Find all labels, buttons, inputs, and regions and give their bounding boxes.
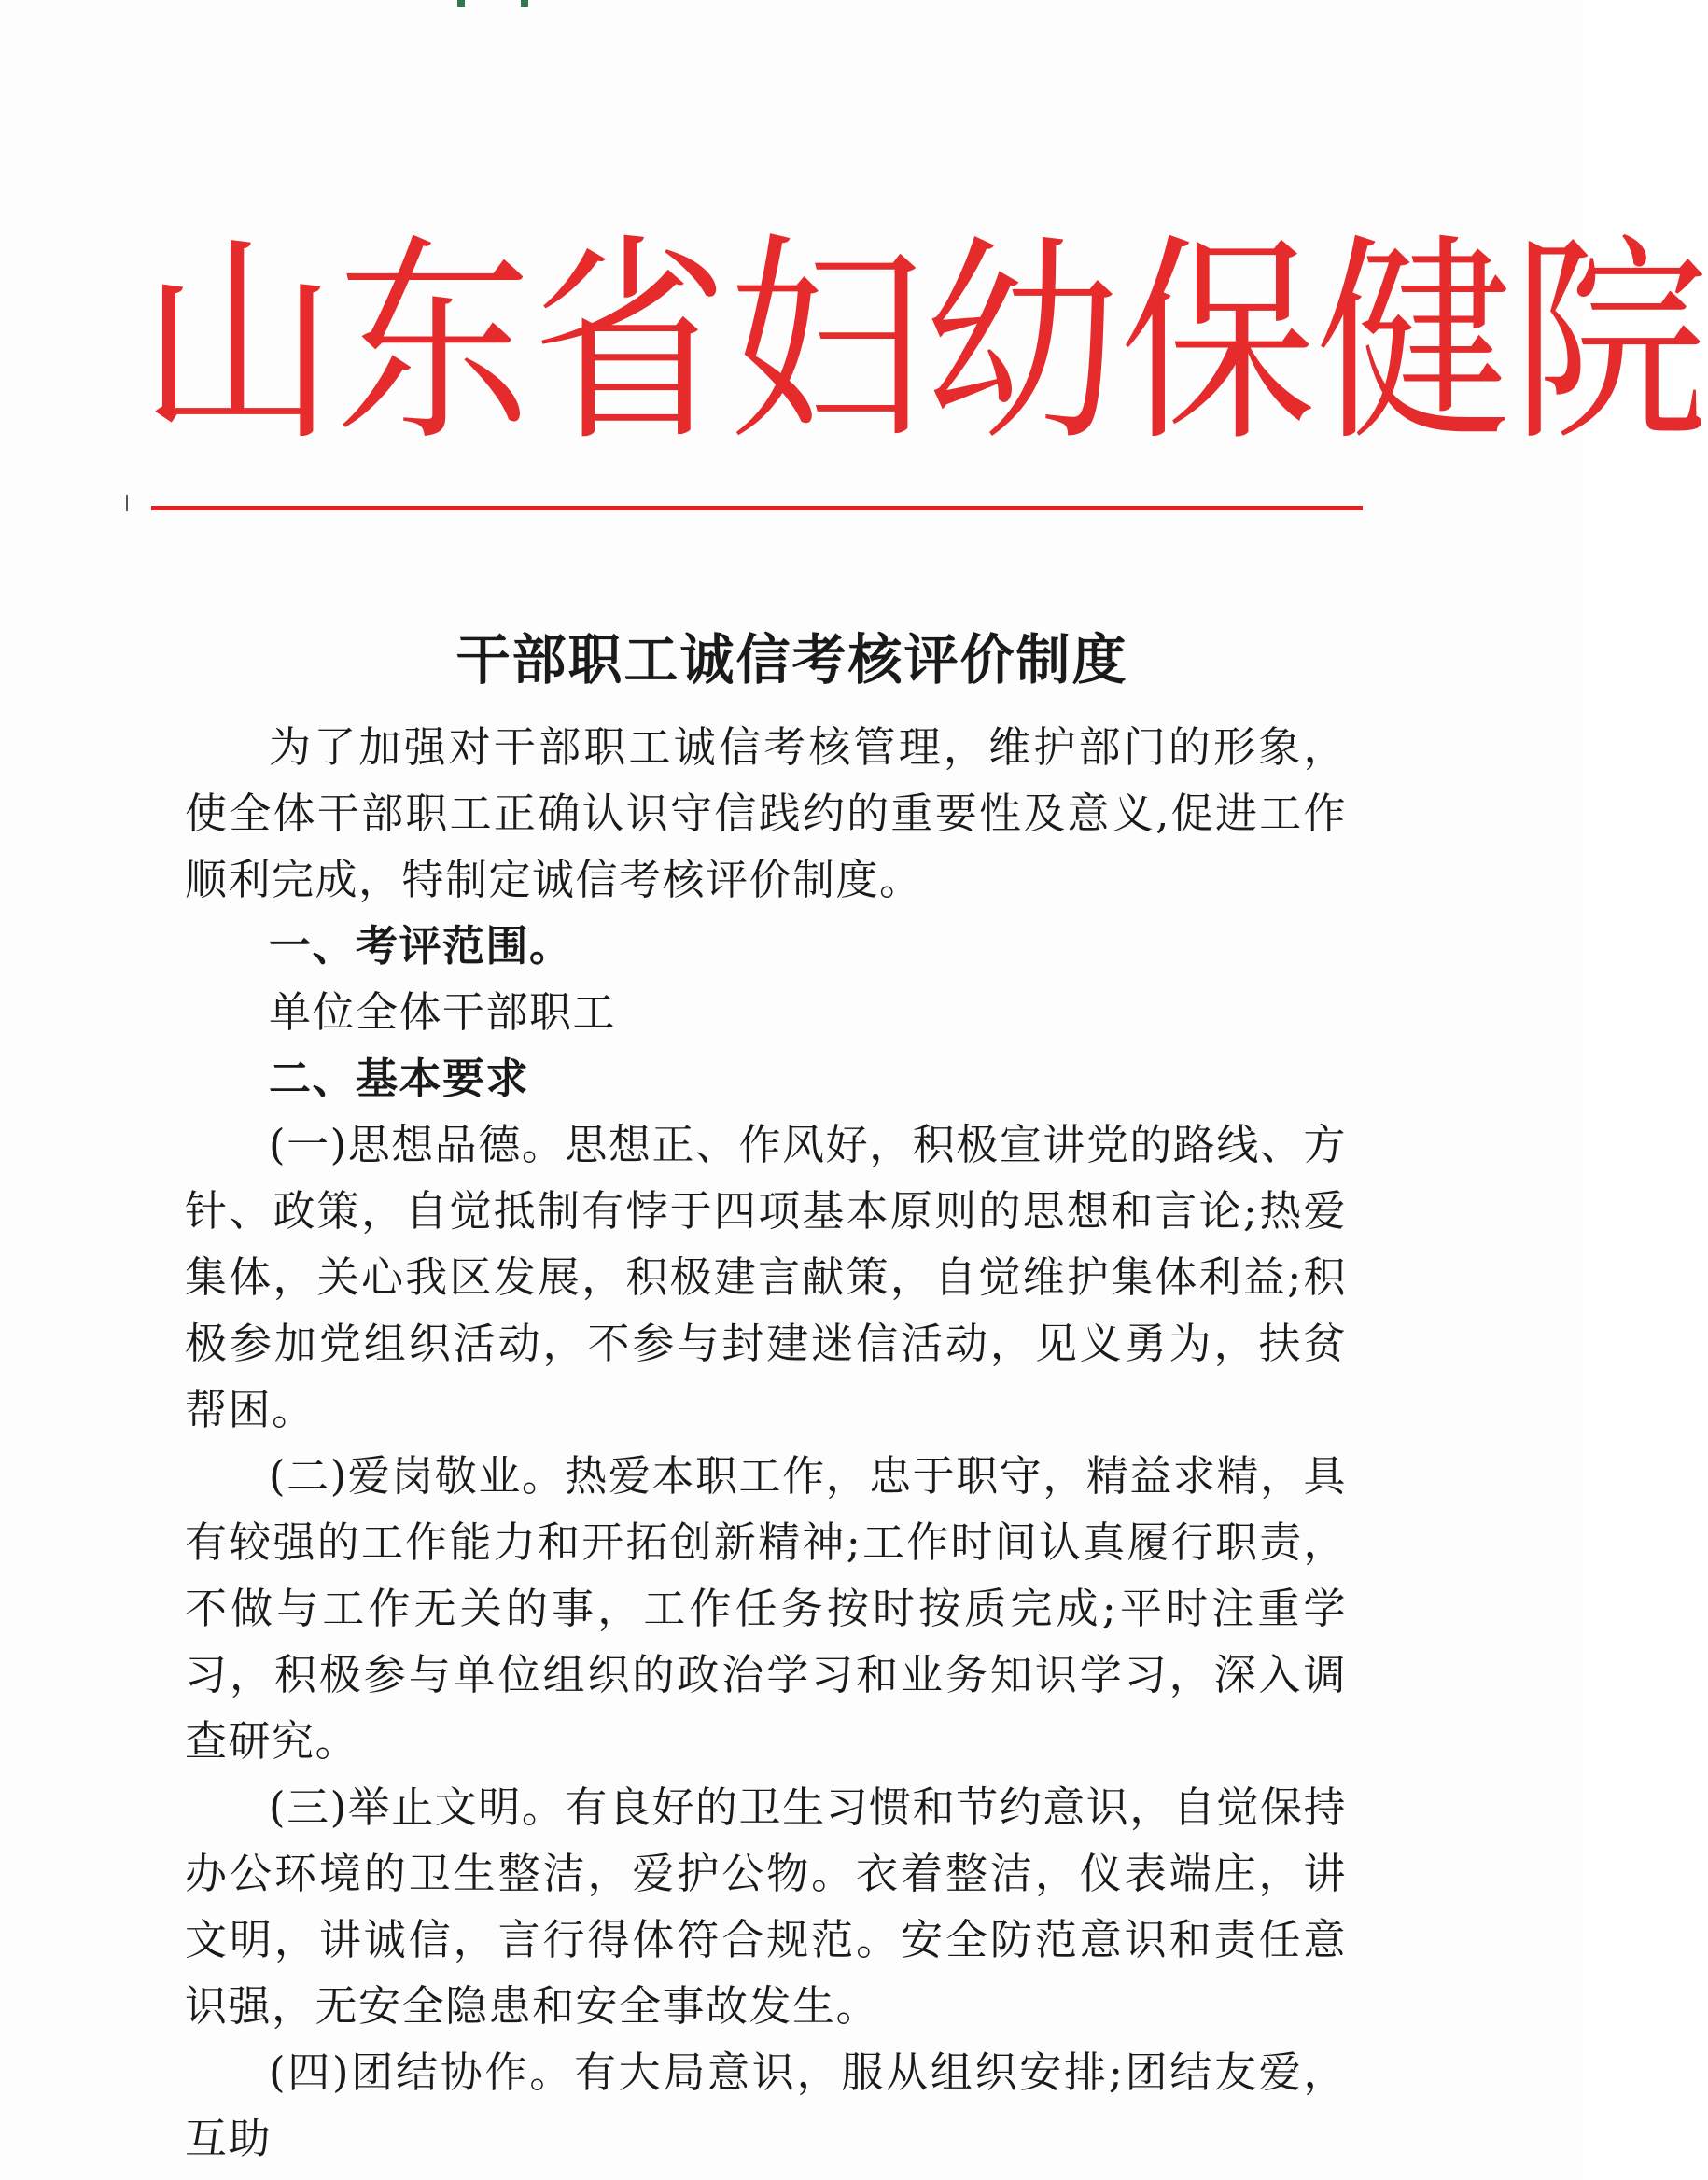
document-body bbox=[185, 714, 1347, 2172]
section-heading-requirements: 二、基本要求 bbox=[269, 1054, 530, 1103]
scope-paragraph: 单位全体干部职工 bbox=[269, 987, 617, 1037]
letterhead-divider bbox=[151, 506, 1363, 510]
intro-paragraph: 为了加强对干部职工诚信考核管理，维护部门的形象，使全体干部职工正确认识守信践约的重要性及意义,促进工作顺利完成，特制定诚信考核评价制度。 bbox=[185, 722, 1347, 904]
letterhead-char: 院 bbox=[1512, 214, 1708, 471]
requirement-paragraph-1: (一)思想品德。思想正、作风好，积极宣讲党的路线、方针、政策，自觉抵制有悖于四项基本原则的思想和言论;热爱集体，关心我区发展，积极建言献策，自觉维护集体利益;积极参加党组织活动，不参与封建迷信活动，见义勇为，扶贫帮困。 bbox=[185, 1120, 1347, 1434]
requirement-paragraph-2: (二)爱岗敬业。热爱本职工作，忠于职守，精益求精，具有较强的工作能力和开拓创新精神;工作时间认真履行职责，不做与工作无关的事，工作任务按时按质完成;平时注重学习，积极参与单位组织的政治学习和业务知识学习，深入调查研究。 bbox=[185, 1451, 1347, 1766]
letterhead-char: 东 bbox=[336, 214, 533, 471]
scan-artifact bbox=[457, 0, 541, 7]
letterhead-char: 幼 bbox=[924, 214, 1121, 471]
letterhead-char: 妇 bbox=[728, 214, 925, 471]
letterhead-char: 省 bbox=[532, 214, 729, 471]
letterhead-char: 山 bbox=[140, 214, 337, 471]
margin-mark bbox=[126, 495, 128, 511]
requirement-paragraph-4: (四)团结协作。有大局意识，服从组织安排;团结友爱，互助 bbox=[185, 2047, 1347, 2163]
letterhead-char: 保 bbox=[1120, 214, 1317, 471]
letterhead bbox=[140, 214, 1708, 471]
letterhead-char: 健 bbox=[1316, 214, 1513, 471]
requirement-paragraph-3: (三)举止文明。有良好的卫生习惯和节约意识，自觉保持办公环境的卫生整洁，爱护公物。衣着整洁，仪表端庄，讲文明，讲诚信，言行得体符合规范。安全防范意识和责任意识强，无安全隐患和安全事故发生。 bbox=[185, 1782, 1347, 2031]
document-title: 干部职工诚信考核评价制度 bbox=[455, 628, 1128, 692]
section-heading-scope: 一、考评范围。 bbox=[269, 921, 573, 971]
